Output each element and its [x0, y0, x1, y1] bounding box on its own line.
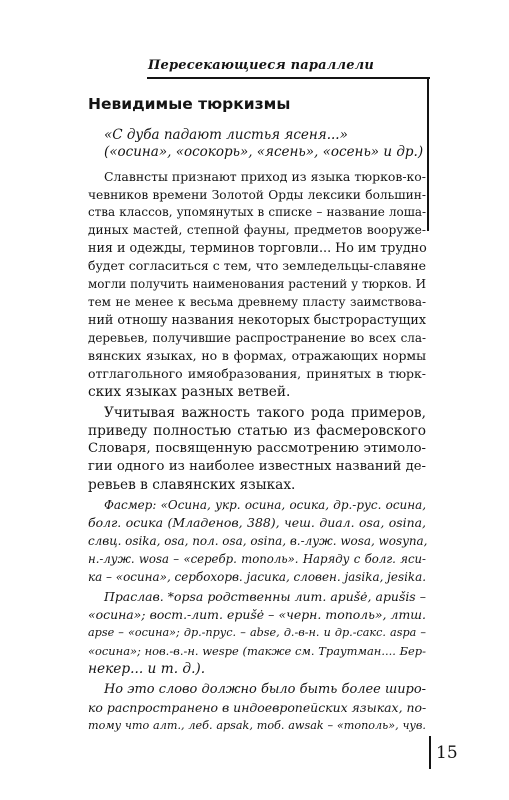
section-title: Невидимые тюркизмы — [88, 95, 291, 113]
text-line: ко распространено в индоевропейских языках, по- — [88, 700, 427, 715]
text-line: отглагольного имяобразования, принятых в тюрк- — [88, 366, 426, 381]
text-line: Праслав. *opsa родственны лит. apušė, apušis – — [104, 589, 426, 604]
text-line: некер... и т. д.). — [88, 661, 206, 677]
text-line: ка – «осина», сербохорв. jaсика, словен. jasika, jesika. — [88, 570, 427, 584]
page-number-rule — [429, 736, 431, 769]
text-line: Славнсты признают приход из языка тюрков-ко- — [104, 169, 426, 184]
text-line: вянских языках, но в формах, отражающих нормы — [88, 348, 426, 363]
text-line: «осина»; вост.-лит. epušė – «черн. тополь», лтш. — [88, 607, 426, 622]
text-line: слвц. osika, osa, пол. osa, osina, в.-луж. wosa, wosyna, — [88, 534, 428, 548]
text-line: ства классов, упомянутых в списке – название лоша- — [88, 205, 426, 219]
header-vertical-rule — [427, 77, 429, 231]
text-line: apse – «осина»; др.-прус. – abse, д.-в-н. и др.-сакс. aspa – — [88, 626, 426, 639]
text-line: ний отношу названия некоторых быстрорастущих — [88, 312, 426, 327]
text-line: будет согласиться с тем, что земледельцы-славяне — [88, 258, 426, 273]
text-line: Словаря, посвященную рассмотрению этимоло- — [88, 441, 426, 456]
text-line: тем не менее к весьма древнему пласту заимствова- — [88, 295, 426, 309]
text-line: гии одного из наиболее известных названий де- — [88, 459, 426, 474]
text-line: «осина»; нов.-в.-н. wespe (также см. Траутман.... Бер- — [88, 644, 426, 658]
text-line: деревьев, получившие распространение во всех сла- — [88, 331, 426, 345]
text-line: Учитывая важность такого рода примеров, — [104, 405, 426, 421]
header-horizontal-rule — [147, 77, 430, 79]
text-line: ских языках разных ветвей. — [88, 384, 291, 400]
running-header-title: Пересекающиеся параллели — [148, 58, 375, 73]
text-line: Фасмер: «Осина, укр. осина, осика, др.-рус. осина, — [104, 498, 426, 512]
text-line: болг. осика (Младенов, 388), чеш. диал. osa, osina, — [88, 515, 426, 530]
epigraph-line: «С дуба падают листья ясеня...» — [104, 127, 348, 143]
text-line: ния и одежды, терминов торговли... Но им трудно — [88, 240, 427, 255]
page-number: 15 — [436, 743, 458, 763]
text-line: тому что алт., леб. apsak, тоб. awsak – «тополь», чув. — [88, 719, 426, 732]
text-line: чевников времени Золотой Орды лексики большин- — [88, 188, 426, 202]
text-line: ревьев в славянских языках. — [88, 477, 296, 493]
text-line: н.-луж. wosa – «cеребр. тополь». Наряду с болг. яси- — [88, 552, 426, 566]
text-line: Но это слово должно было быть более широ- — [104, 682, 426, 697]
text-line: приведу полностью статью из фасмеровского — [88, 423, 426, 439]
epigraph-line: («осина», «осокорь», «ясень», «осень» и др.) — [104, 144, 424, 160]
text-line: могли получить наименования растений у тюрков. И — [88, 277, 426, 291]
text-line: диных мастей, степной фауны, предметов вооруже- — [88, 223, 426, 237]
